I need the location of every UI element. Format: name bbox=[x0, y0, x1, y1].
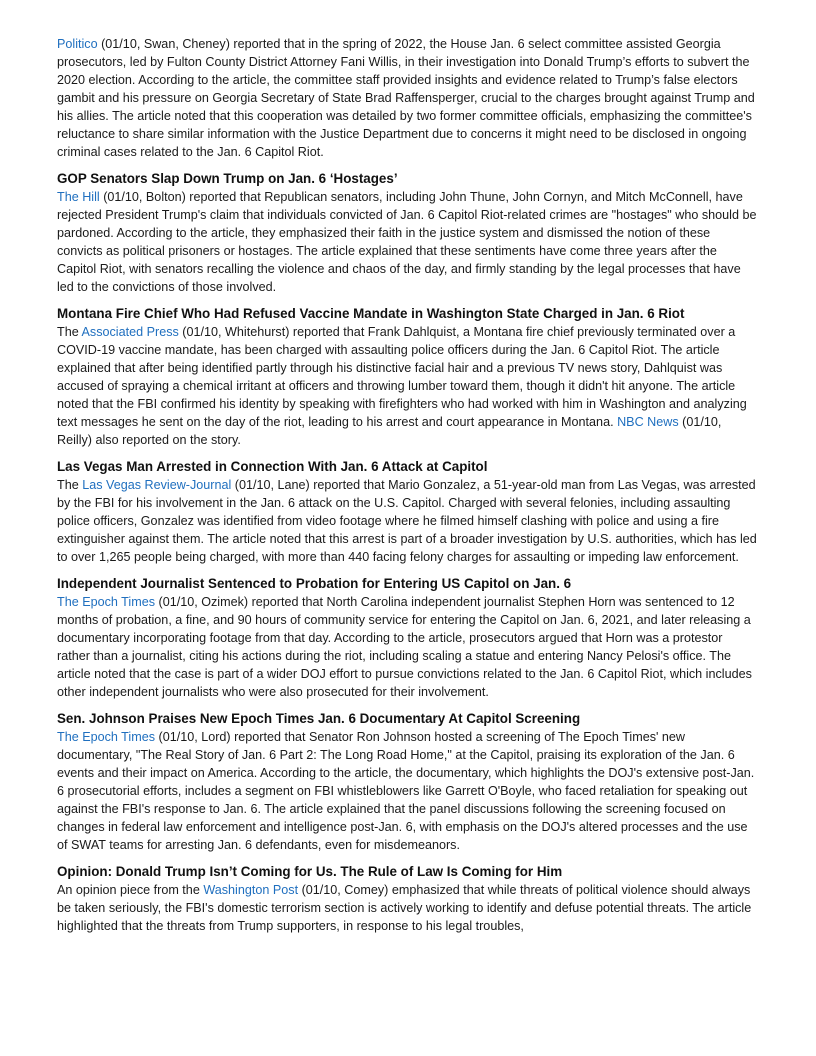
article-gop-senators bbox=[57, 170, 757, 296]
article-body bbox=[57, 323, 757, 449]
source-link[interactable]: Politico bbox=[57, 37, 98, 51]
source-link[interactable]: Las Vegas Review-Journal bbox=[82, 478, 232, 492]
article-politico bbox=[57, 35, 757, 161]
article-headline: Opinion: Donald Trump Isn’t Coming for Us. The Rule of Law Is Coming for Him bbox=[57, 864, 563, 879]
article-independent-journalist bbox=[57, 575, 757, 701]
article-text: (01/10, Lord) reported that Senator Ron Johnson hosted a screening of The Epoch Times' new documentary, "The Real Story of Jan. 6 Part 2: The Long Road Home," at the Capitol, praising its exploration of the Jan. 6 events and their impact on America. According to the article, the documentary, which highlights the DOJ's extensive post-Jan. 6 prosecutorial efforts, includes a segment on FBI whistleblowers like Garrett O'Boyle, who faced retaliation for speaking out against the FBI's response to Jan. 6. The article explained that the panel discussions following the screening focused on changes in federal law enforcement and intelligence post-Jan. 6, with emphasis on the DOJ's altered processes and the use of SWAT teams for arresting Jan. 6 defendants, even for misdemeanors. bbox=[57, 730, 755, 852]
article-text-secondary: (01/10, Reilly) also reported on the story. bbox=[57, 415, 722, 447]
article-las-vegas-man bbox=[57, 458, 757, 566]
article-body bbox=[57, 881, 757, 935]
article-headline: Independent Journalist Sentenced to Probation for Entering US Capitol on Jan. 6 bbox=[57, 576, 572, 591]
source-link[interactable]: Washington Post bbox=[203, 883, 299, 897]
source-link[interactable]: The Epoch Times bbox=[57, 730, 155, 744]
article-text: (01/10, Whitehurst) reported that Frank Dahlquist, a Montana fire chief previously terminated over a COVID-19 vaccine mandate, has been charged with assaulting police officers during the Jan. 6 Capitol Riot. The article explained that after being identified partly through his distinctive facial hair and a previous TV news story, Dahlquist was accused of spraying a chemical irritant at officers and throwing lumber toward them, though it didn't hit anyone. The article noted that the FBI confirmed his identity by speaking with firefighters who had worked with him in Washington and analyzing text messages he sent on the day of the riot, leading to his arrest and court appearance in Montana. bbox=[57, 325, 747, 429]
article-body bbox=[57, 476, 757, 566]
article-text: (01/10, Ozimek) reported that North Carolina independent journalist Stephen Horn was sentenced to 12 months of probation, a fine, and 90 hours of community service for entering the Capitol on Jan. 6, 2021, and later releasing a documentary incorporating footage from that day. According to the article, prosecutors argued that Horn was a protestor rather than a journalist, citing his actions during the riot, including scaling a statue and entering Nancy Pelosi's office. The article noted that the case is part of a wider DOJ effort to pursue convictions related to the Jan. 6 Capitol Riot, which includes other independent journalists who were also prosecuted for their involvement. bbox=[57, 595, 752, 699]
source-link[interactable]: The Hill bbox=[57, 190, 100, 204]
article-prefix: The bbox=[57, 325, 82, 339]
article-prefix: The bbox=[57, 478, 83, 492]
article-headline: GOP Senators Slap Down Trump on Jan. 6 ‘Hostages’ bbox=[57, 171, 398, 186]
article-text: (01/10, Lane) reported that Mario Gonzalez, a 51-year-old man from Las Vegas, was arrested by the FBI for his involvement in the Jan. 6 attack on the U.S. Capitol. Charged with several felonies, including assaulting police officers, Gonzalez was identified from video footage where he filmed himself clashing with police and using a fire extinguisher against them. The article noted that this arrest is part of a broader investigation by U.S. authorities, which has led to over 1,265 people being charged, with more than 440 facing felony charges for assaulting or impeding law enforcement. bbox=[57, 478, 757, 564]
article-sen-johnson bbox=[57, 710, 757, 854]
source-link-secondary[interactable]: NBC News bbox=[617, 415, 679, 429]
article-text: (01/10, Comey) emphasized that while threats of political violence should always be taken seriously, the FBI's domestic terrorism section is actively working to identify and defuse potential threats. The article highlighted that the threats from Trump supporters, in response to his legal troubles, bbox=[57, 883, 752, 933]
article-body bbox=[57, 188, 757, 296]
article-headline: Montana Fire Chief Who Had Refused Vaccine Mandate in Washington State Charged in Jan. 6 Riot bbox=[57, 306, 685, 321]
article-text: (01/10, Swan, Cheney) reported that in the spring of 2022, the House Jan. 6 select committee assisted Georgia prosecutors, led by Fulton County District Attorney Fani Willis, in their investigation into Donald Trump’s efforts to subvert the 2020 election. According to the article, the committee staff provided insights and evidence related to Trump’s false electors gambit and his pressure on Georgia Secretary of State Brad Raffensperger, crucial to the charges brought against Trump and his allies. The article noted that this cooperation was detailed by two former committee officials, emphasizing the committee's reluctance to share similar information with the Justice Department due to concerns it might need to be disclosed in ongoing criminal cases related to the Jan. 6 Capitol Riot. bbox=[57, 37, 755, 159]
article-opinion-rule-of-law bbox=[57, 863, 757, 935]
source-link[interactable]: Associated Press bbox=[81, 325, 179, 339]
news-digest-page bbox=[57, 35, 757, 944]
source-link[interactable]: The Epoch Times bbox=[57, 595, 155, 609]
article-headline: Sen. Johnson Praises New Epoch Times Jan. 6 Documentary At Capitol Screening bbox=[57, 711, 581, 726]
article-body bbox=[57, 593, 757, 701]
article-body bbox=[57, 35, 757, 161]
article-montana-fire-chief bbox=[57, 305, 757, 449]
article-headline: Las Vegas Man Arrested in Connection With Jan. 6 Attack at Capitol bbox=[57, 459, 488, 474]
article-prefix: An opinion piece from the bbox=[57, 883, 204, 897]
article-body bbox=[57, 728, 757, 854]
article-text: (01/10, Bolton) reported that Republican senators, including John Thune, John Cornyn, and Mitch McConnell, have rejected President Trump's claim that individuals convicted of Jan. 6 Capitol Riot-related crimes are "hostages" who should be pardoned. According to the article, they emphasized their faith in the justice system and dismissed the notion of these convicts as political prisoners or hostages. The article explained that these sentiments have come three years after the Capitol Riot, with senators recalling the violence and chaos of the day, and firmly standing by the legal processes that have led to the convictions of those involved. bbox=[57, 190, 757, 294]
